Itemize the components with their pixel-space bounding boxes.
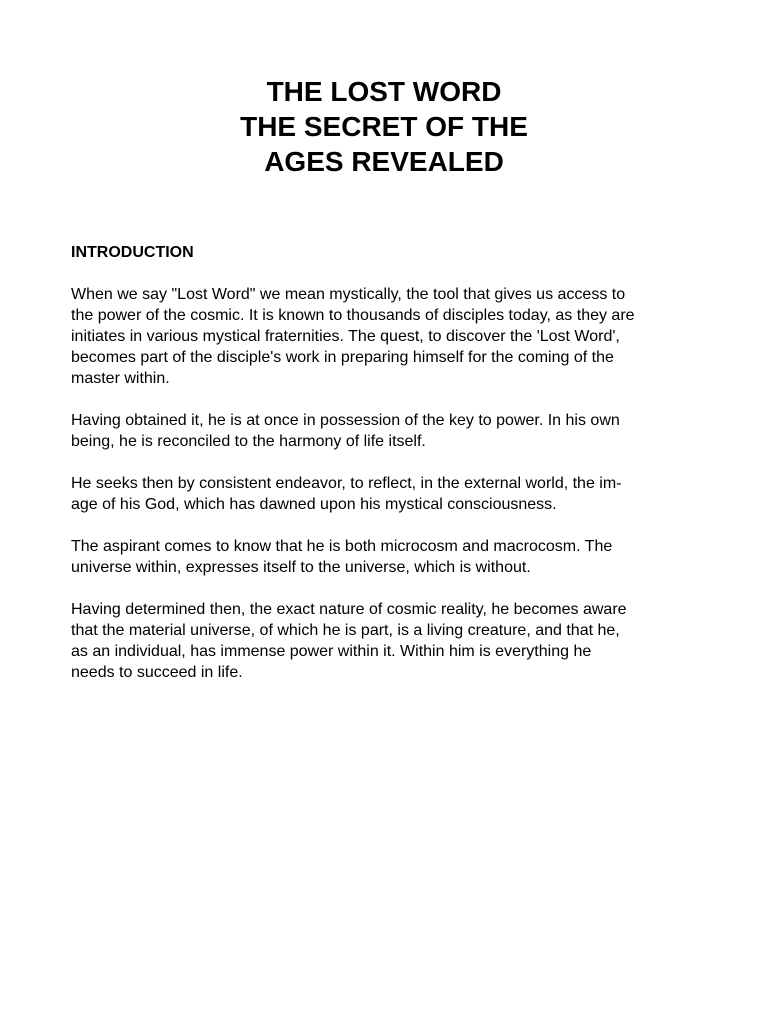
text-line: Having obtained it, he is at once in possession of the key to power. In his own (71, 412, 620, 429)
text-line: the power of the cosmic. It is known to thousands of disciples today, as they are (71, 307, 635, 324)
text-line: needs to succeed in life. (71, 664, 243, 681)
text-line: age of his God, which has dawned upon his mystical consciousness. (71, 496, 557, 513)
text-line: initiates in various mystical fraternities. The quest, to discover the 'Lost Word', (71, 328, 620, 345)
title-line: AGES REVEALED (264, 146, 504, 177)
text-line: The aspirant comes to know that he is both microcosm and macrocosm. The (71, 538, 613, 555)
text-line: being, he is reconciled to the harmony of life itself. (71, 433, 426, 450)
text-line: master within. (71, 370, 170, 387)
paragraph (71, 410, 701, 452)
paragraph (71, 473, 701, 515)
paragraph (71, 599, 701, 683)
title-line: THE LOST WORD (266, 76, 502, 107)
text-line: Having determined then, the exact nature of cosmic reality, he becomes aware (71, 601, 627, 618)
section-heading: INTRODUCTION (71, 244, 194, 261)
text-line: that the material universe, of which he is part, is a living creature, and that he, (71, 622, 620, 639)
text-line: He seeks then by consistent endeavor, to reflect, in the external world, the im- (71, 475, 622, 492)
document-body (71, 242, 701, 704)
paragraph (71, 284, 701, 389)
title-line: THE SECRET OF THE (240, 111, 528, 142)
text-line: becomes part of the disciple's work in preparing himself for the coming of the (71, 349, 614, 366)
paragraph (71, 536, 701, 578)
document-title (0, 74, 768, 179)
text-line: universe within, expresses itself to the universe, which is without. (71, 559, 531, 576)
text-line: as an individual, has immense power within it. Within him is everything he (71, 643, 592, 660)
text-line: When we say "Lost Word" we mean mystically, the tool that gives us access to (71, 286, 626, 303)
